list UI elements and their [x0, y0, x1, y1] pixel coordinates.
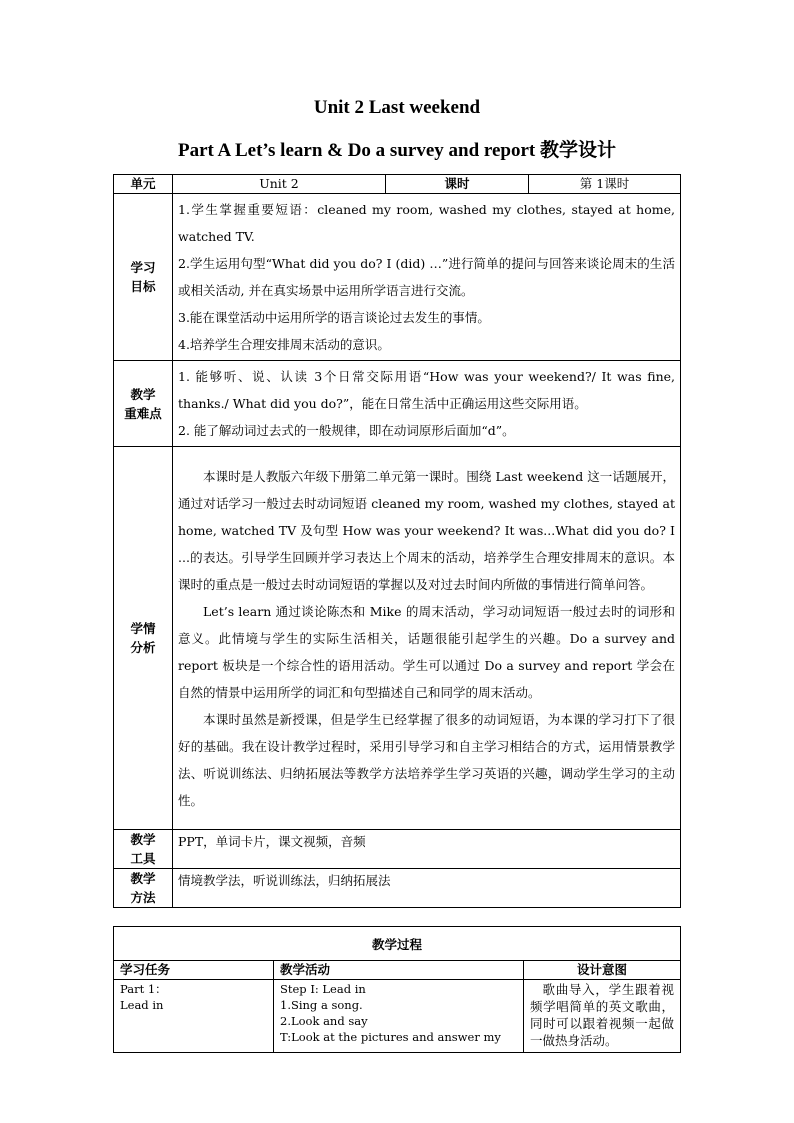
goal-item: 4.培养学生合理安排周末活动的意识。 — [178, 337, 390, 352]
activity-line: Step I: Lead in — [280, 982, 366, 996]
analysis-paragraph: 本课时是人教版六年级下册第二单元第一课时。围绕 Last weekend 这一话题展开，通过对话学习一般过去时动词短语 cleaned my room, washed my clothes, stayed at home, watched TV 及句型 How was your weekend? It was...What did you do? I ...的表达。引导学生回顾并学习表达上个周末的活动，培养学生合理安排周末的意识。本课时的重点是一般过去时动词短语的掌握以及对过去时间内所做的事情进行简单问答。 — [178, 468, 675, 592]
goals-content — [173, 194, 681, 361]
key-point-item: 2. 能了解动词过去式的一般规律，即在动词原形后面加“d”。 — [178, 423, 515, 438]
methods-label — [114, 869, 173, 908]
goals-label — [114, 194, 173, 361]
process-table — [113, 926, 681, 1053]
goal-item: 3.能在课堂活动中运用所学的语言谈论过去发生的事情。 — [178, 310, 490, 325]
analysis-label-line1: 学情 — [130, 621, 156, 636]
methods-label-line1: 教学 — [130, 871, 156, 886]
analysis-paragraph: 本课时虽然是新授课，但是学生已经掌握了很多的动词短语，为本课的学习打下了很好的基础。我在设计教学过程时，采用引导学习和自主学习相结合的方式，运用情景教学法、听说训练法、归纳拓展法等教学方法培养学生学习英语的兴趣，调动学生学习的主动性。 — [178, 711, 675, 808]
activity-line: 2.Look and say — [280, 1014, 368, 1028]
period-label: 课时 — [386, 175, 529, 194]
lesson-plan-table — [113, 174, 681, 908]
methods-row — [114, 869, 681, 908]
key-points-row — [114, 361, 681, 447]
analysis-paragraph: Let’s learn 通过谈论陈杰和 Mike 的周末活动，学习动词短语一般过去时的词形和意义。此情境与学生的实际生活相关，话题很能引起学生的兴趣。Do a survey and report 板块是一个综合性的语用活动。学生可以通过 Do a survey and report 学会在自然的情景中运用所学的词汇和句型描述自己和同学的周末活动。 — [178, 603, 675, 700]
tools-value: PPT，单词卡片，课文视频，音频 — [173, 830, 681, 869]
intent-text: 歌曲导入，学生跟着视频学唱简单的英文歌曲，同时可以跟着视频一起做一做热身活动。 — [530, 982, 675, 1048]
activity-cell — [274, 980, 524, 1053]
document-title: Unit 2 Last weekend — [313, 97, 481, 118]
task-line: Lead in — [120, 998, 164, 1012]
goals-label-line2: 目标 — [130, 279, 156, 294]
methods-value: 情境教学法，听说训练法，归纳拓展法 — [173, 869, 681, 908]
goal-item: 1.学生掌握重要短语：cleaned my room, washed my clothes, stayed at home, watched TV. — [178, 202, 675, 244]
process-title-row — [114, 927, 681, 961]
process-header-row — [114, 961, 681, 980]
task-line: Part 1： — [120, 982, 167, 996]
key-points-label-line1: 教学 — [130, 386, 156, 402]
analysis-label-line2: 分析 — [130, 640, 156, 655]
tools-label-line1: 教学 — [130, 832, 156, 847]
key-points-label — [114, 361, 173, 447]
intent-cell — [524, 980, 681, 1053]
unit-label: 单元 — [114, 175, 173, 194]
goals-label-line1: 学习 — [130, 260, 156, 275]
unit-value: Unit 2 — [173, 175, 386, 194]
header-activity: 教学活动 — [274, 961, 524, 980]
document-subtitle: Part A Let’s learn & Do a survey and report 教学设计 — [177, 140, 616, 161]
methods-label-line2: 方法 — [130, 890, 156, 905]
process-row — [114, 980, 681, 1053]
info-row — [114, 175, 681, 194]
activity-line: 1.Sing a song. — [280, 998, 363, 1012]
analysis-content — [173, 447, 681, 830]
tools-label-line2: 工具 — [130, 851, 156, 866]
goal-item: 2.学生运用句型“What did you do? I (did) …”进行简单的提问与回答来谈论周末的生活或相关活动, 并在真实场景中运用所学语言进行交流。 — [178, 256, 675, 298]
header-task: 学习任务 — [114, 961, 274, 980]
key-point-item: 1. 能够听、说、认读 3个日常交际用语“How was your weekend?/ It was fine, thanks./ What did you do?”，能在日常生活中正确运用这些交际用语。 — [178, 369, 675, 411]
tools-label — [114, 830, 173, 869]
key-points-content — [173, 361, 681, 447]
task-cell — [114, 980, 274, 1053]
analysis-row — [114, 447, 681, 830]
key-points-label-line2: 重难点 — [124, 405, 162, 421]
tools-row — [114, 830, 681, 869]
period-value: 第 1课时 — [529, 175, 681, 194]
goals-row — [114, 194, 681, 361]
header-intent: 设计意图 — [524, 961, 681, 980]
analysis-label — [114, 447, 173, 830]
process-title: 教学过程 — [114, 927, 681, 961]
activity-line: T:Look at the pictures and answer my — [280, 1030, 501, 1044]
